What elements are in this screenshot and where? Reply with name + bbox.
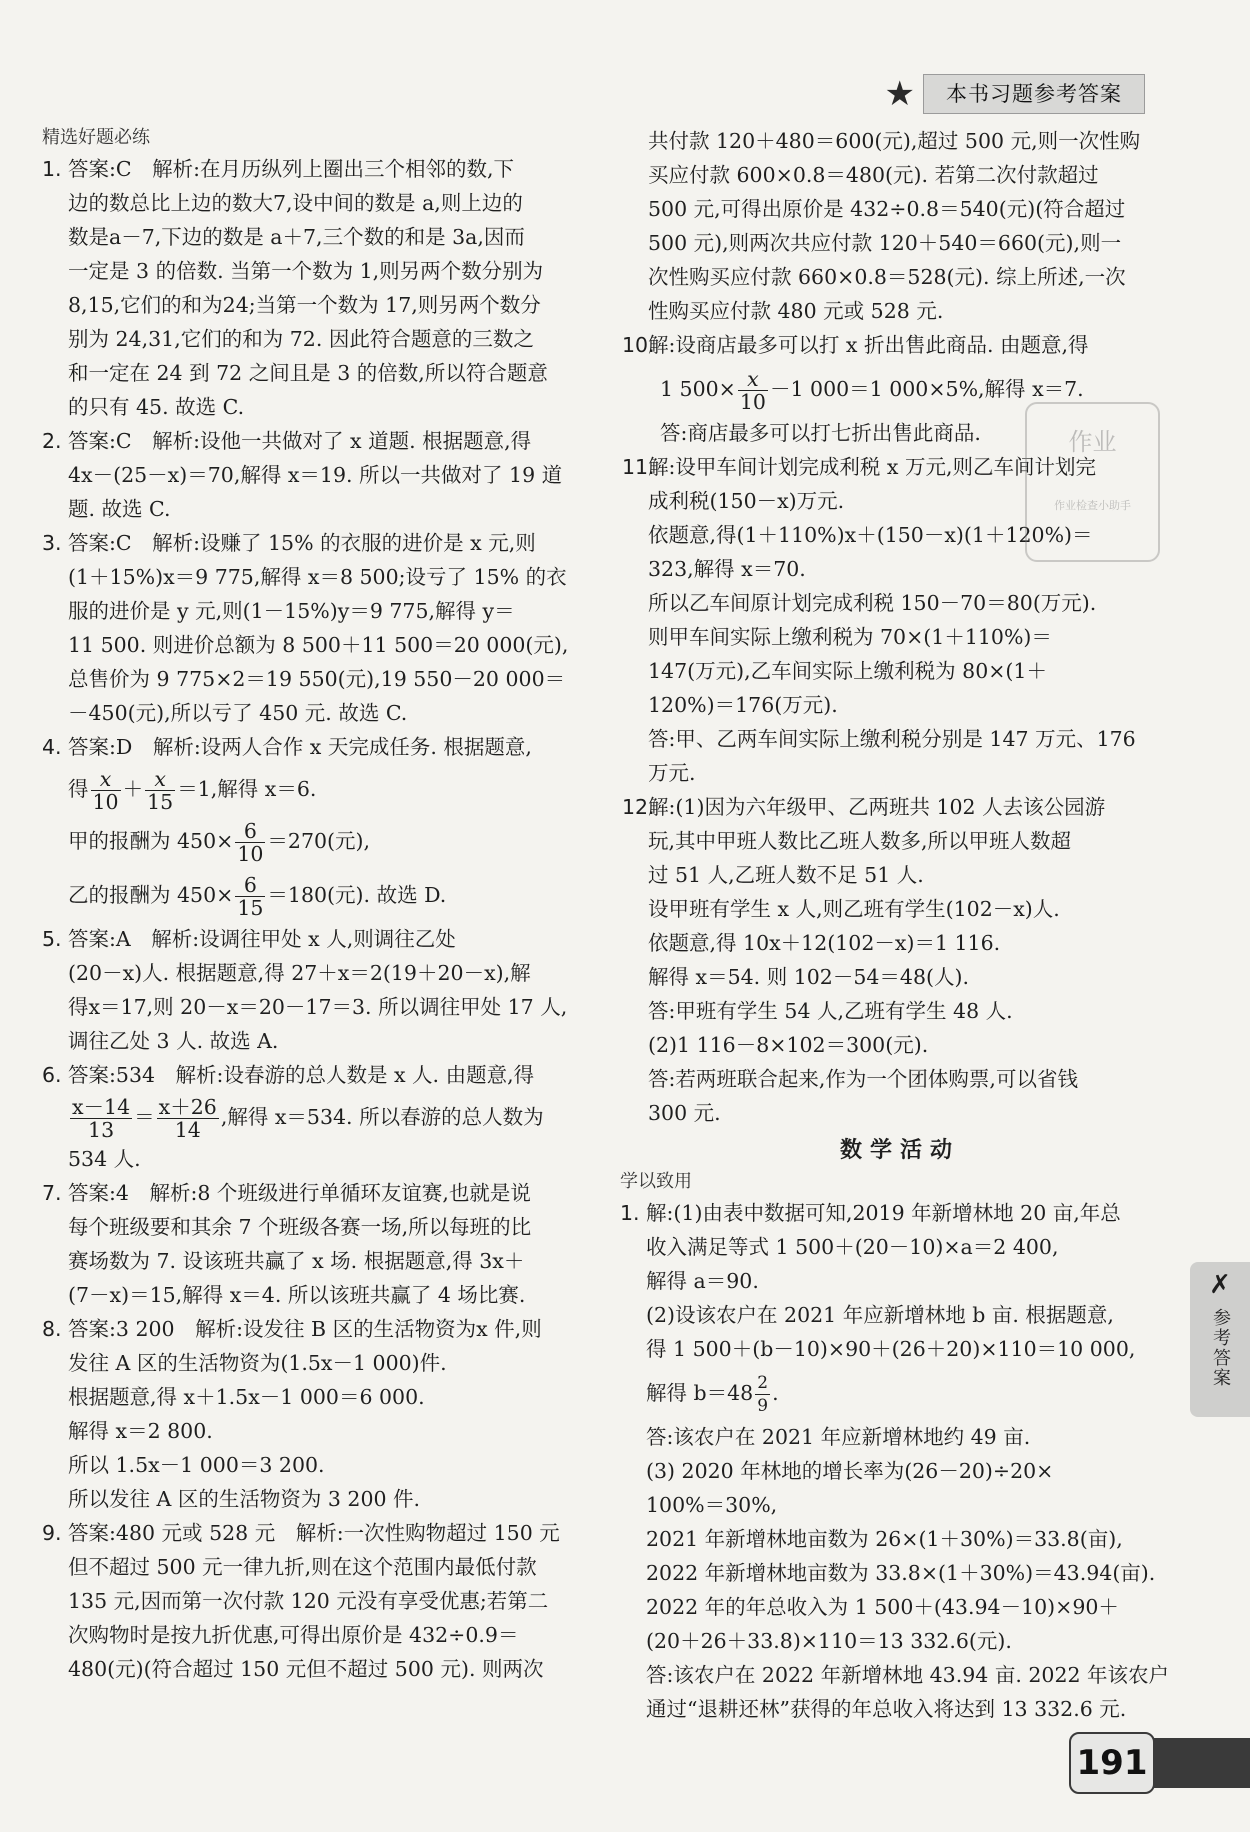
line-text: 次购物时是按九折优惠,可得出原价是 432÷0.9＝ [68,1623,519,1647]
line-text: 2022 年新增林地亩数为 33.8×(1＋30%)＝43.94(亩). [646,1561,1156,1585]
line-text: 收入满足等式 1 500＋(20－10)×a＝2 400, [646,1235,1059,1259]
q6-equation: $\frac{x-14}{13}$ ＝ $\frac{x+26}{14}$ ,解得 x＝534. 所以春游的总人数为 [72,1095,544,1142]
line-text: 玩,其中甲班人数比乙班人数多,所以甲班人数超 [648,829,1072,853]
text-line [42,662,602,696]
line-text: 通过“退耕还林”获得的年总收入将达到 13 332.6 元. [646,1697,1127,1721]
line-text: 147(万元),乙车间实际上缴利税为 80×(1＋ [648,659,1047,683]
line-text: 8,15,它们的和为24;当第一个数为 17,则另两个数分 [68,293,541,317]
text-line [42,1584,602,1618]
text-line [620,1454,1180,1488]
line-text: 120%)＝176(万元). [648,693,838,717]
text-line [620,124,1180,158]
question-number: 1. [42,157,62,181]
watermark-stamp: 作业 作业检查小助手 [1025,402,1160,562]
line-text: (1＋15%)x＝9 775,解得 x＝8 500;设亏了 15% 的衣 [68,565,567,589]
text-line [42,458,602,492]
checkmark-icon: ✗ [1209,1270,1231,1300]
text-line [42,628,602,662]
text-line [42,990,602,1024]
q4-jia: 甲的报酬为 450× $\frac{6}{10}$ ＝270(元), [68,819,371,866]
q1b-solution: 解得 b＝48 $\frac{2}{9}$ . [646,1373,779,1416]
line-text: 所以乙车间原计划完成利税 150－70＝80(万元). [648,591,1097,615]
line-text: 解得 a＝90. [646,1269,759,1293]
line-text: (2)设该农户在 2021 年应新增林地 b 亩. 根据题意, [646,1303,1114,1327]
text-line [620,260,1180,294]
q10-equation: 1 500× $\frac{x}{10}$ －1 000＝1 000×5%,解得 x＝7. [660,367,1084,414]
text-line [42,1618,602,1652]
text-line [42,1550,602,1584]
text-line [620,824,1180,858]
line-text: 答案:4 解析:8 个班级进行单循环友谊赛,也就是说 [68,1181,531,1205]
line-text: 答:甲班有学生 54 人,乙班有学生 48 人. [648,999,1013,1023]
text-line [620,1096,1180,1130]
line-text: 依题意,得(1＋110%)x＋(150－x)(1＋120%)＝ [648,523,1093,547]
text-line [620,1658,1180,1692]
header-title: 本书习题参考答案 [923,74,1145,114]
text-line [620,158,1180,192]
text-line [620,192,1180,226]
line-text: 答案:C 解析:设他一共做对了 x 道题. 根据题意,得 [68,429,532,453]
answer-block [620,124,1180,362]
text-line [42,1380,602,1414]
question-number: 8. [42,1317,62,1341]
text-line [42,1278,602,1312]
text-line [42,424,602,458]
text-line [620,858,1180,892]
section-label: 学以致用 [620,1171,692,1192]
line-text: 成利税(150－x)万元. [648,489,845,513]
text-line [620,960,1180,994]
line-text: 480(元)(符合超过 150 元但不超过 500 元). 则两次 [68,1657,544,1681]
text-line [620,1230,1180,1264]
line-text: 设甲班有学生 x 人,则乙班有学生(102－x)人. [648,897,1060,921]
text-line [42,322,602,356]
text-line [42,594,602,628]
line-text: 赛场数为 7. 设该班共赢了 x 场. 根据题意,得 3x＋ [68,1249,525,1273]
text-line [620,654,1180,688]
line-text: (3) 2020 年林地的增长率为(26－20)÷20× [646,1459,1054,1483]
line-text: 所以发往 A 区的生活物资为 3 200 件. [68,1487,421,1511]
line-text: 和一定在 24 到 72 之间且是 3 的倍数,所以符合题意 [68,361,548,385]
text-line [620,1624,1180,1658]
text-line [42,1176,602,1210]
line-text: 300 元. [648,1101,721,1125]
line-text: 次性购买应付款 660×0.8＝528(元). 综上所述,一次 [648,265,1126,289]
text-line [620,1028,1180,1062]
q4-yi: 乙的报酬为 450× $\frac{6}{15}$ ＝180(元). 故选 D. [68,873,447,920]
line-text: 答:若两班联合起来,作为一个团体购票,可以省钱 [648,1067,1078,1091]
line-text: 500 元),则两次共应付款 120＋540＝660(元),则一 [648,231,1122,255]
line-text: 答案:A 解析:设调往甲处 x 人,则调往乙处 [68,927,456,951]
text-line [42,1448,602,1482]
text-line [42,152,602,186]
line-text: 答案:534 解析:设春游的总人数是 x 人. 由题意,得 [68,1063,535,1087]
line-text: 题. 故选 C. [68,497,171,521]
line-text: 答案:C 解析:设赚了 15% 的衣服的进价是 x 元,则 [68,531,536,555]
line-text: 依题意,得 10x＋12(102－x)＝1 116. [648,931,1001,955]
text-line [42,288,602,322]
text-line [42,696,602,730]
line-text: 得 1 500＋(b－10)×90＋(26＋20)×110＝10 000, [646,1337,1136,1361]
line-text: 别为 24,31,它们的和为 72. 因此符合题意的三数之 [68,327,534,351]
q4-equation: 得 $\frac{x}{10}$ ＋ $\frac{x}{15}$ ＝1,解得 x＝6. [68,767,317,814]
line-text: 答案:480 元或 528 元 解析:一次性购物超过 150 元 [68,1521,560,1545]
text-line [620,892,1180,926]
line-text: 共付款 120＋480＝600(元),超过 500 元,则一次性购 [648,129,1141,153]
text-line [42,1244,602,1278]
side-tab-label: 参考答案 [1210,1308,1231,1388]
line-text: 答案:3 200 解析:设发往 B 区的生活物资为x 件,则 [68,1317,542,1341]
line-text: 每个班级要和其余 7 个班级各赛一场,所以每班的比 [68,1215,532,1239]
q6-last: 534 人. [68,1147,141,1171]
text-line [42,1024,602,1058]
question-number: 12. [622,795,655,819]
question-number: 9. [42,1521,62,1545]
line-text: 500 元,可得出原价是 432÷0.8＝540(元)(符合超过 [648,197,1126,221]
question-number: 7. [42,1181,62,1205]
text-line [42,922,602,956]
text-line [42,560,602,594]
answer-block [620,1420,1180,1726]
line-text: 135 元,因而第一次付款 120 元没有享受优惠;若第二 [68,1589,549,1613]
text-line [620,1196,1180,1230]
line-text: －450(元),所以亏了 450 元. 故选 C. [68,701,408,725]
text-line [620,1332,1180,1366]
text-line [42,492,602,526]
line-text: (20＋26＋33.8)×110＝13 332.6(元). [646,1629,1012,1653]
line-text: 解:(1)因为六年级甲、乙两班共 102 人去该公园游 [648,795,1106,819]
section-heading: 数学活动 [839,1138,960,1163]
star-icon: ★ [884,74,915,114]
text-line [42,526,602,560]
text-line [620,926,1180,960]
text-line [620,1298,1180,1332]
line-text: 所以 1.5x－1 000＝3 200. [68,1453,325,1477]
line-text: 则甲车间实际上缴利税为 70×(1＋110%)＝ [648,625,1052,649]
text-line [42,1414,602,1448]
line-text: 答:该农户在 2022 年新增林地 43.94 亩. 2022 年该农户 [646,1663,1170,1687]
question-number: 6. [42,1063,62,1087]
line-text: 服的进价是 y 元,则(1－15%)y＝9 775,解得 y＝ [68,599,515,623]
line-text: 的只有 45. 故选 C. [68,395,245,419]
text-line [620,1556,1180,1590]
line-text: 解得 x＝54. 则 102－54＝48(人). [648,965,970,989]
question-number: 11. [622,455,655,479]
text-line [620,226,1180,260]
page-header [885,72,1145,116]
question-number: 2. [42,429,62,453]
line-text: 解得 x＝2 800. [68,1419,213,1443]
text-line [620,1590,1180,1624]
text-line [620,328,1180,362]
text-line [42,390,602,424]
line-text: 2021 年新增林地亩数为 26×(1＋30%)＝33.8(亩), [646,1527,1123,1551]
text-line [42,1312,602,1346]
line-text: (2)1 116－8×102＝300(元). [648,1033,929,1057]
line-text: 4x－(25－x)＝70,解得 x＝19. 所以一共做对了 19 道 [68,463,563,487]
line-text: 一定是 3 的倍数. 当第一个数为 1,则另两个数分别为 [68,259,544,283]
text-line [42,1346,602,1380]
answer-block [620,1196,1180,1366]
text-line [620,756,1180,790]
text-line [620,586,1180,620]
line-text: 但不超过 500 元一律九折,则在这个范围内最低付款 [68,1555,537,1579]
text-line [42,220,602,254]
text-line [620,1420,1180,1454]
line-text: 调往乙处 3 人. 故选 A. [68,1029,279,1053]
text-line [42,1652,602,1686]
text-line [620,1488,1180,1522]
line-text: 答:甲、乙两车间实际上缴利税分别是 147 万元、176 [648,727,1136,751]
line-text: 100%＝30%, [646,1493,778,1517]
line-text: 2022 年的年总收入为 1 500＋(43.94－10)×90＋ [646,1595,1119,1619]
text-line [620,1062,1180,1096]
line-text: 得x＝17,则 20－x＝20－17＝3. 所以调往甲处 17 人, [68,995,568,1019]
text-line [620,1264,1180,1298]
text-line [620,1692,1180,1726]
text-line [620,620,1180,654]
line-text: 解:设商店最多可以打 x 折出售此商品. 由题意,得 [648,333,1089,357]
right-column [620,124,1180,1726]
line-text: 过 51 人,乙班人数不足 51 人. [648,863,924,887]
line-text: 答案:D 解析:设两人合作 x 天完成任务. 根据题意, [68,735,532,759]
question-number: 5. [42,927,62,951]
line-text: 总售价为 9 775×2＝19 550(元),19 550－20 000＝ [68,667,566,691]
line-text: 根据题意,得 x＋1.5x－1 000＝6 000. [68,1385,425,1409]
text-line [42,956,602,990]
line-text: 万元. [648,761,696,785]
text-line [42,254,602,288]
text-line [42,1058,602,1092]
text-line [42,730,602,764]
text-line [42,1482,602,1516]
text-line [620,994,1180,1028]
question-number: 3. [42,531,62,555]
line-text: 发往 A 区的生活物资为(1.5x－1 000)件. [68,1351,447,1375]
text-line [620,1522,1180,1556]
line-text: 解:(1)由表中数据可知,2019 年新增林地 20 亩,年总 [646,1201,1121,1225]
q10-answer: 答:商店最多可以打七折出售此商品. [660,421,981,445]
line-text: 买应付款 600×0.8＝480(元). 若第二次付款超过 [648,163,1099,187]
text-line [42,186,602,220]
text-line [620,688,1180,722]
text-line [620,790,1180,824]
question-number: 10. [622,333,655,357]
answer-block [42,922,602,1092]
line-text: 答案:C 解析:在月历纵列上圈出三个相邻的数,下 [68,157,515,181]
left-column [42,124,602,1686]
line-text: (20－x)人. 根据题意,得 27＋x＝2(19＋20－x),解 [68,961,531,985]
line-text: 数是a－7,下边的数是 a＋7,三个数的和是 3a,因而 [68,225,525,249]
answer-block [42,1176,602,1686]
line-text: 边的数总比上边的数大7,设中间的数是 a,则上边的 [68,191,523,215]
line-text: 性购买应付款 480 元或 528 元. [648,299,944,323]
answer-block [42,152,602,764]
text-line [620,722,1180,756]
question-number: 4. [42,735,62,759]
page-number: 191 [1069,1732,1155,1794]
line-text: 323,解得 x＝70. [648,557,806,581]
text-line [42,1516,602,1550]
side-tab [1190,1262,1250,1417]
question-number: 1. [620,1201,640,1225]
line-text: (7－x)＝15,解得 x＝4. 所以该班共赢了 4 场比赛. [68,1283,526,1307]
text-line [42,356,602,390]
line-text: 解:设甲车间计划完成利税 x 万元,则乙车间计划完 [648,455,1097,479]
section-label: 精选好题必练 [42,127,150,148]
text-line [42,1210,602,1244]
line-text: 答:该农户在 2021 年应新增林地约 49 亩. [646,1425,1031,1449]
line-text: 11 500. 则进价总额为 8 500＋11 500＝20 000(元), [68,633,569,657]
text-line [620,294,1180,328]
